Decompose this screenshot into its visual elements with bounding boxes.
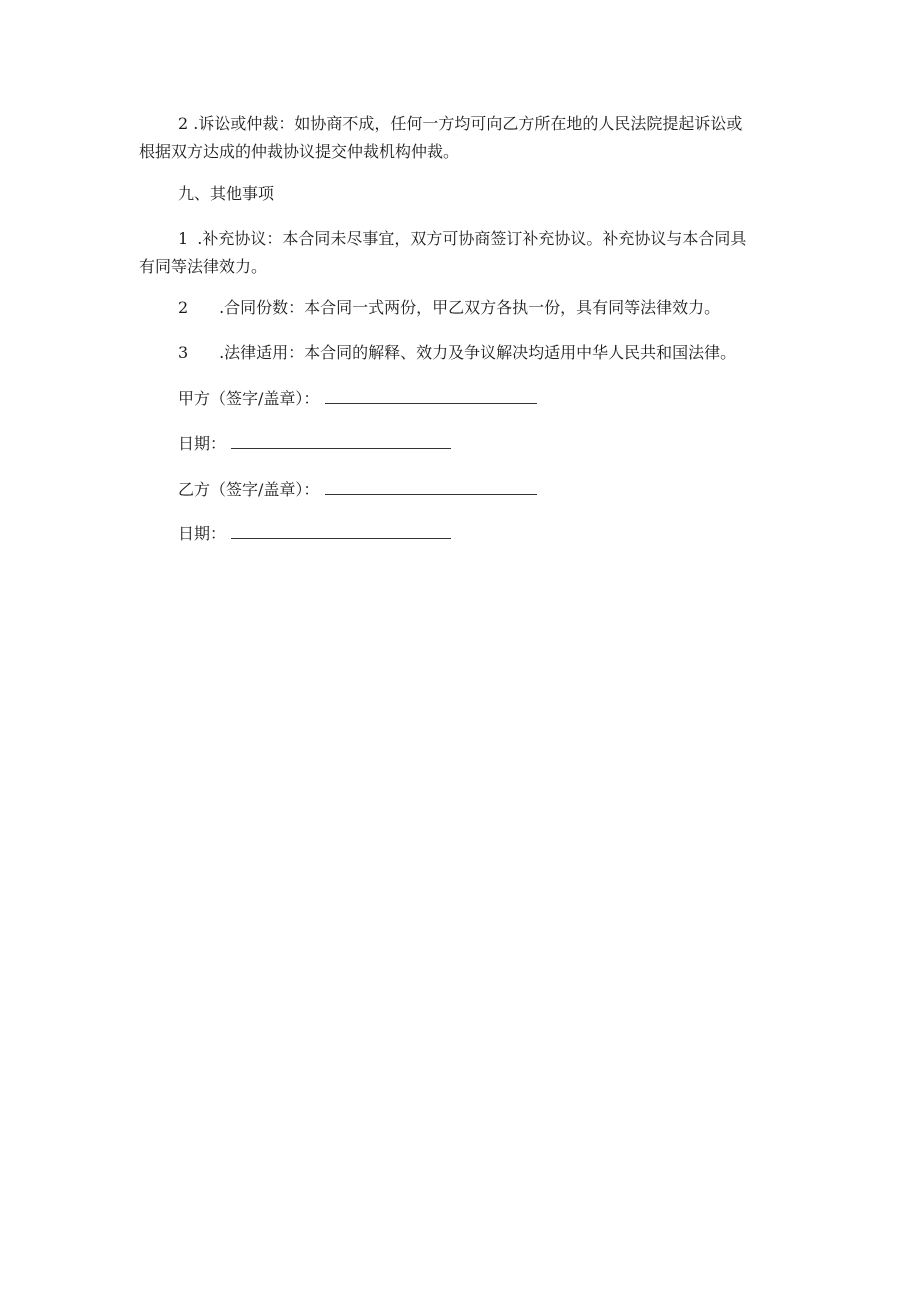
clause-text: 有同等法律效力。 — [139, 257, 268, 276]
clause-9-item-2 — [178, 296, 720, 320]
clause-8-item-2-line-1 — [178, 112, 742, 136]
party-a-date-field[interactable] — [231, 434, 451, 449]
clause-number: 2 — [178, 114, 189, 133]
party-b-date-label: 日期： — [178, 524, 227, 543]
clause-9-item-1-line-1 — [178, 227, 746, 251]
party-a-date-row — [178, 432, 451, 456]
clause-number: 2 — [178, 298, 189, 317]
clause-text: 根据双方达成的仲裁协议提交仲裁机构仲裁。 — [139, 142, 460, 161]
party-a-date-label: 日期： — [178, 434, 227, 453]
clause-number: 1 — [178, 229, 189, 248]
party-b-signature-row — [178, 478, 537, 502]
clause-text: .法律适用：本合同的解释、效力及争议解决均适用中华人民共和国法律。 — [219, 343, 737, 362]
clause-text: .诉讼或仲裁：如协商不成，任何一方均可向乙方所在地的人民法院提起诉讼或 — [193, 114, 743, 133]
party-a-signature-field[interactable] — [325, 389, 537, 404]
party-a-signature-label: 甲方（签字/盖章）： — [178, 389, 320, 408]
clause-8-item-2-line-2 — [139, 140, 459, 164]
party-a-signature-row — [178, 387, 537, 411]
clause-9-item-3 — [178, 341, 736, 365]
party-b-date-field[interactable] — [231, 524, 451, 539]
clause-9-item-1-line-2 — [139, 255, 267, 279]
party-b-date-row — [178, 522, 451, 546]
section-heading: 九、其他事项 — [178, 184, 275, 203]
clause-text: .合同份数：本合同一式两份，甲乙双方各执一份，具有同等法律效力。 — [219, 298, 721, 317]
clause-number: 3 — [178, 343, 189, 362]
party-b-signature-field[interactable] — [325, 480, 537, 495]
clause-text: .补充协议：本合同未尽事宜，双方可协商签订补充协议。补充协议与本合同具 — [197, 229, 747, 248]
party-b-signature-label: 乙方（签字/盖章）： — [178, 480, 320, 499]
